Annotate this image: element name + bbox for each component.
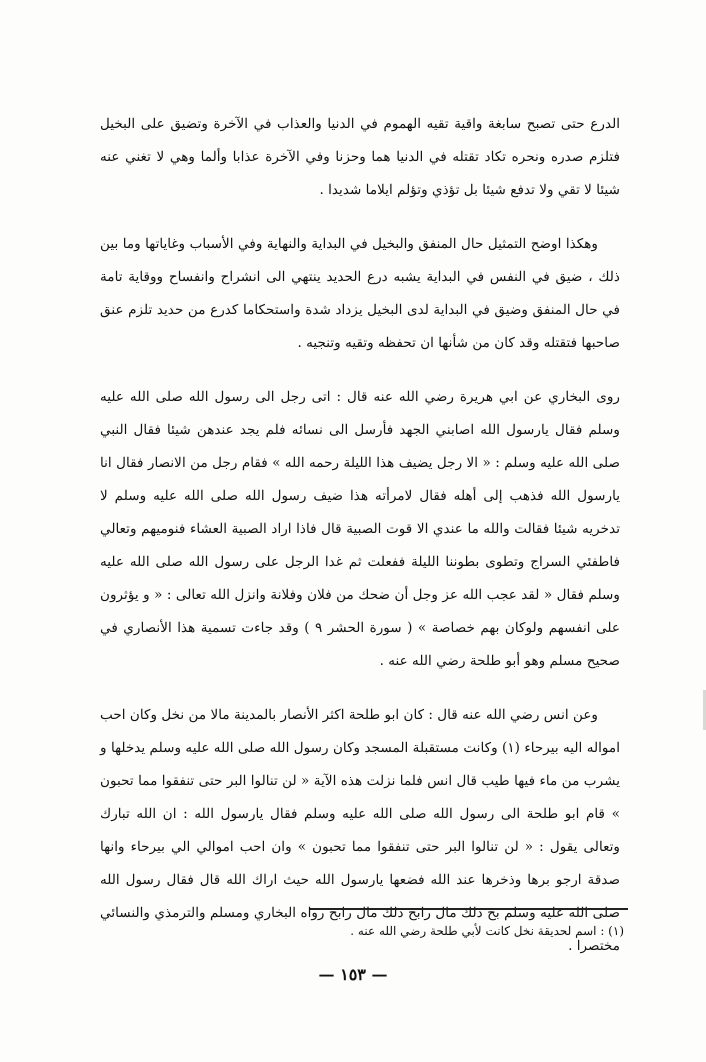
paragraph-hadith-abu-hurayra: روى البخاري عن ابي هريرة رضي الله عنه قال : اتى رجل الى رسول الله صلى الله عليه وسلم فقال يارسول الله اصابني الجهد فأرسل الى نسائه فلم يجد عندهن شيئا فقال النبي صلى الله عليه وسلم : « الا رجل يضيف هذا الليلة رحمه الله » فقام رجل من الانصار فقال انا يارسول الله فذهب إلى أهله فقال لامرأته هذا ضيف رسول الله صلى الله عليه وسلم لا تدخريه شيئا فقالت والله ما عندي الا قوت الصبية قال فاذا اراد الصبية العشاء فنوميهم وتعالي فاطفئي السراج وتطوى بطوننا الليلة ففعلت ثم غدا الرجل على رسول الله صلى الله عليه وسلم فقال « لقد عجب الله عز وجل أن ضحك من فلان وفلانة وانزل الله تعالى : « و يؤثرون على انفسهم ولوكان بهم خصاصة » ( سورة الحشر ٩ ) وقد جاءت تسمية هذا الأنصاري في صحيح مسلم وهو أبو طلحة رضي الله عنه . — [100, 389, 620, 669]
footnote-separator — [310, 908, 628, 910]
main-text-block — [100, 108, 620, 981]
footnote: (١) : اسم لحديقة نخل كانت لأبي طلحة رضي الله عنه . — [350, 924, 624, 938]
paragraph-analogy-explanation: وهكذا اوضح التمثيل حال المنفق والبخيل في البداية والنهاية وفي الأسباب وغاياتها وما بين ذلك ، ضيق في النفس في البداية يشبه درع الحديد ينتهي الى انشراح وانفساح ووقاية تامة في حال المنفق وضيق في البداية لدى البخيل يزداد شدة واستحكاما كدرع من حديد تلزم عنق صاحبها فتقتله وقد كان من شأنها ان تحفظه وتقيه وتنجيه . — [100, 236, 620, 351]
page-number: — ١٥٣ — — [318, 965, 388, 984]
paragraph-hadith-anas: وعن انس رضي الله عنه قال : كان ابو طلحة اكثر الأنصار بالمدينة مالا من نخل وكان احب امواله اليه بيرحاء (١) وكانت مستقبلة المسجد وكان رسول الله صلى الله عليه وسلم يدخلها و يشرب من ماء فيها طيب قال انس فلما نزلت هذه الآية « لن تنالوا البر حتى تنفقوا مما تحبون » قام ابو طلحة الى رسول الله صلى الله عليه وسلم فقال يارسول الله : ان الله تبارك وتعالى يقول : « لن تنالوا البر حتى تنفقوا مما تحبون » وان احب اموالي الي بيرحاء وانها صدقة ارجو برها وذخرها عند الله فضعها يارسول الله حيث اراك الله قال فقال رسول الله صلى الله عليه وسلم بخ ذلك مال رابح ذلك مال رابح رواه البخاري ومسلم والترمذي والنسائي مختصرا . — [100, 707, 620, 954]
paragraph-armor-metaphor: الدرع حتى تصبح سابغة واقية تقيه الهموم في الدنيا والعذاب في الآخرة وتضيق على البخيل فتلزم صدره ونحره تكاد تقتله في الدنيا هما وحزنا وفي الآخرة عذابا وألما وهي لا تغني عنه شيئا لا تقي ولا تدفع شيئا بل تؤذي وتؤلم ايلاما شديدا . — [100, 116, 620, 198]
